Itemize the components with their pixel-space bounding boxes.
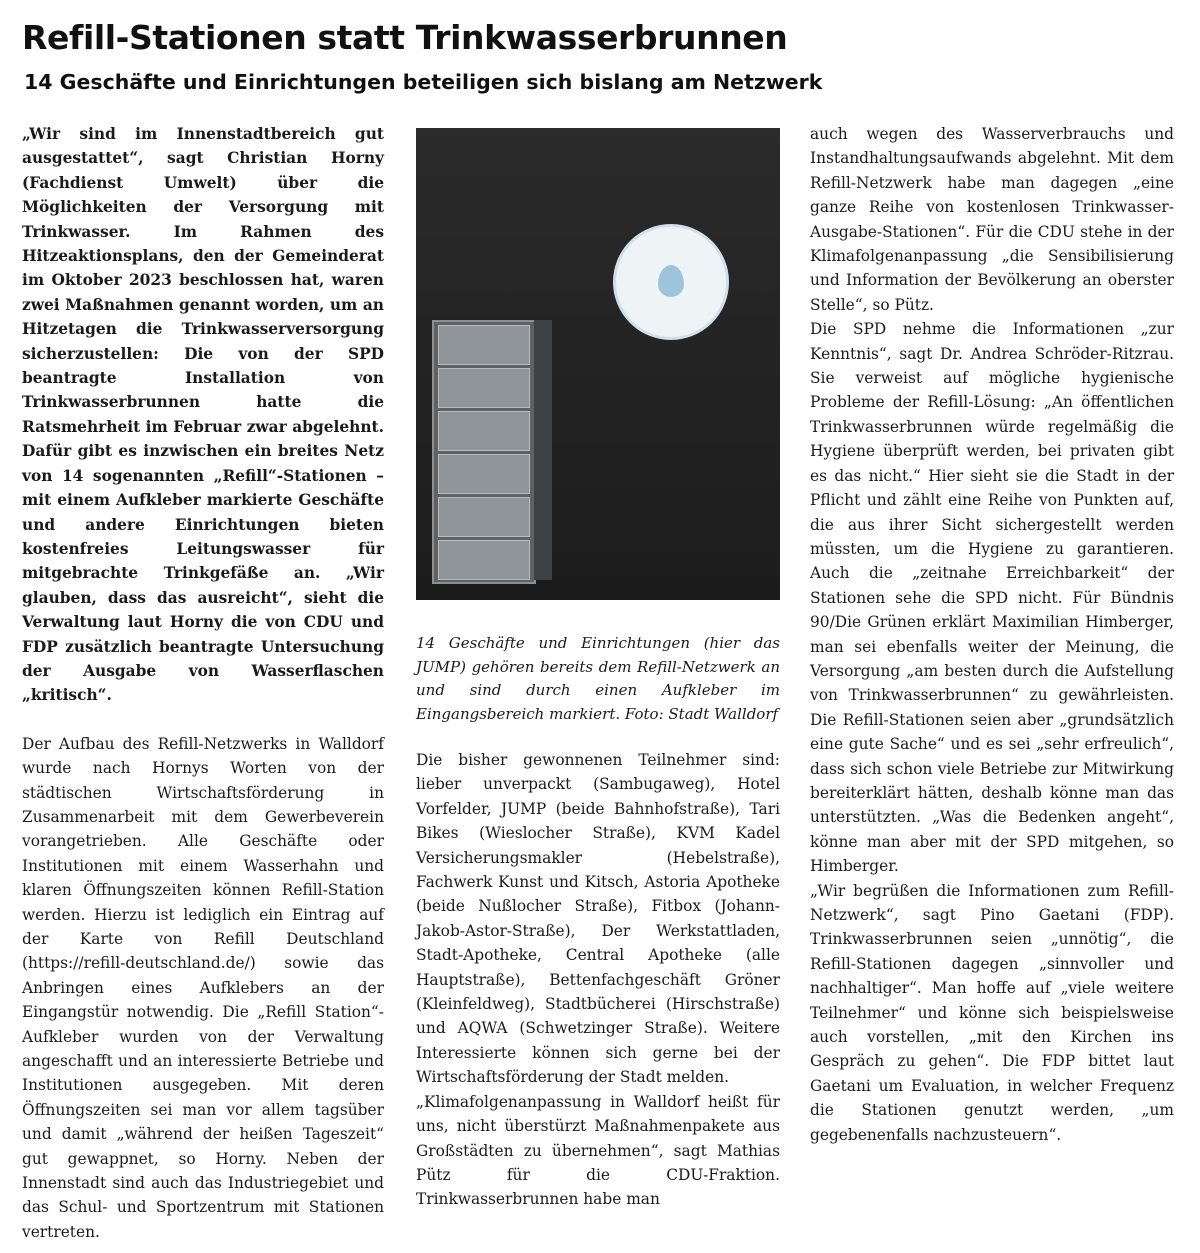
refill-sticker-icon xyxy=(613,224,729,340)
subheadline: 14 Geschäfte und Einrichtungen beteiligen sich bislang am Netzwerk xyxy=(24,70,823,94)
article-column-2 xyxy=(416,748,780,1212)
body-paragraph: „Wir begrüßen die Informationen zum Refill-Netzwerk“, sagt Pino Gaetani (FDP). Trinkwasserbrunnen seien „unnötig“, die Refill-Stationen dagegen „sinnvoller und nachhaltiger“. Man hoffe auf „viele weitere Teilnehmer“ und könne sich beispielsweise auch vorstellen, „mit den Kirchen ins Gespräch zu gehen“. Die FDP bittet laut Gaetani um Evaluation, in welcher Frequenz die Stationen genutzt werden, „um gegebenenfalls nachzusteuern“. xyxy=(810,881,1174,1144)
water-drop-icon xyxy=(658,265,684,297)
body-paragraph: „Klimafolgenanpassung in Walldorf heißt für uns, nicht überstürzt Maßnahmenpakete aus Großstädten zu übernehmen“, sagt Mathias Pütz für die CDU-Fraktion. Trinkwasserbrunnen habe man xyxy=(416,1092,780,1209)
photo-caption: 14 Geschäfte und Einrichtungen (hier das JUMP) gehören bereits dem Refill-Netzwerk an und sind durch einen Aufkleber im Eingangsbereich markiert. Foto: Stadt Walldorf xyxy=(416,634,780,723)
headline: Refill-Stationen statt Trinkwasserbrunnen xyxy=(22,18,788,57)
bell-buttons xyxy=(534,320,552,580)
body-paragraph: Der Aufbau des Refill-Netzwerks in Walldorf wurde nach Hornys Worten von der städtischen Wirtschaftsförderung in Zusammenarbeit mit dem Gewerbeverein vorangetrieben. Alle Geschäfte oder Institutionen mit einem Wasserhahn und klaren Öffnungszeiten können Refill-Station werden. Hierzu ist lediglich ein Eintrag auf der Karte von Refill Deutschland (https://refill-deutschland.de/) sowie das Anbringen eines Aufklebers an der Eingangstür notwendig. Die „Refill Station“-Aufkleber wurden von der Verwaltung angeschafft und an interessierte Betriebe und Institutionen ausgegeben. Mit deren Öffnungszeiten sei man vor allem tagsüber und damit „während der heißen Tageszeit“ gut gewappnet, so Horny. Neben der Innenstadt sind auch das Industriegebiet und das Schul- und Sportzentrum mit Stationen vertreten. xyxy=(22,734,384,1241)
doorbell-panel xyxy=(432,320,536,584)
article-column-3 xyxy=(810,122,1174,1147)
article-photo xyxy=(416,128,780,600)
lead-paragraph: „Wir sind im Innenstadtbereich gut ausgestattet“, sagt Christian Horny (Fachdienst Umwelt) über die Möglichkeiten der Versorgung mit Trinkwasser. Im Rahmen des Hitzeaktionsplans, den der Gemeinderat im Oktober 2023 beschlossen hat, waren zwei Maßnahmen genannt worden, um an Hitzetagen die Trinkwasserversorgung sicherzustellen: Die von der SPD beantragte Installation von Trinkwasserbrunnen hatte die Ratsmehrheit im Februar zwar abgelehnt. Dafür gibt es inzwischen ein breites Netz von 14 sogenannten „Refill“-Stationen – mit einem Aufkleber markierte Geschäfte und andere Einrichtungen bieten kostenfreies Leitungswasser für mitgebrachte Trinkgefäße an. „Wir glauben, dass das ausreicht“, sieht die Verwaltung laut Horny die von CDU und FDP zusätzlich beantragte Untersuchung der Ausgabe von Wasserflaschen „kritisch“. xyxy=(22,125,384,705)
body-paragraph: Die bisher gewonnenen Teilnehmer sind: lieber unverpackt (Sambugaweg), Hotel Vorfelder, JUMP (beide Bahnhofstraße), Tari Bikes (Wieslocher Straße), KVM Kadel Versicherungsmakler (Hebelstraße), Fachwerk Kunst und Kitsch, Astoria Apotheke (beide Nußlocher Straße), Fitbox (Johann-Jakob-Astor-Straße), Der Werkstattladen, Stadt-Apotheke, Central Apotheke (alle Hauptstraße), Bettenfachgeschäft Gröner (Kleinfeldweg), Stadtbücherei (Hirschstraße) und AQWA (Schwetzinger Straße). Weitere Interessierte können sich gerne bei der Wirtschaftsförderung der Stadt melden. xyxy=(416,751,780,1087)
body-paragraph: auch wegen des Wasserverbrauchs und Instandhaltungsaufwands abgelehnt. Mit dem Refill-Netzwerk habe man dagegen „eine ganze Reihe von kostenlosen Trinkwasser-Ausgabe-Stationen“. Für die CDU stehe in der Klimafolgenanpassung „die Sensibilisierung und Information der Bevölkerung an oberster Stelle“, so Pütz. xyxy=(810,125,1174,314)
body-paragraph: Die SPD nehme die Informationen „zur Kenntnis“, sagt Dr. Andrea Schröder-Ritzrau. Sie verweist auf mögliche hygienische Probleme der Refill-Lösung: „An öffentlichen Trinkwasserbrunnen würde regelmäßig die Hygiene überprüft werden, bei privaten gibt es das nicht.“ Hier sieht sie die Stadt in der Pflicht und zählt eine Reihe von Punkten auf, die aus ihrer Sicht sichergestellt werden müssten, um die Hygiene zu garantieren. Auch die „zeitnahe Erreichbarkeit“ der Stationen sehe die SPD nicht. Für Bündnis 90/Die Grünen erklärt Maximilian Himberger, man sei ebenfalls weiter der Meinung, die Versorgung „am besten durch die Aufstellung von Trinkwasserbrunnen“ zu gewährleisten. Die Refill-Stationen seien aber „grundsätzlich eine gute Sache“ und es sei „sehr erfreulich“, dass sich schon viele Betriebe zur Mitwirkung bereiterklärt hätten, deshalb könne man das unterstützten. „Was die Bedenken angeht“, könne man aber mit der SPD mitgehen, so Himberger. xyxy=(810,320,1174,876)
article-column-1 xyxy=(22,122,384,1244)
